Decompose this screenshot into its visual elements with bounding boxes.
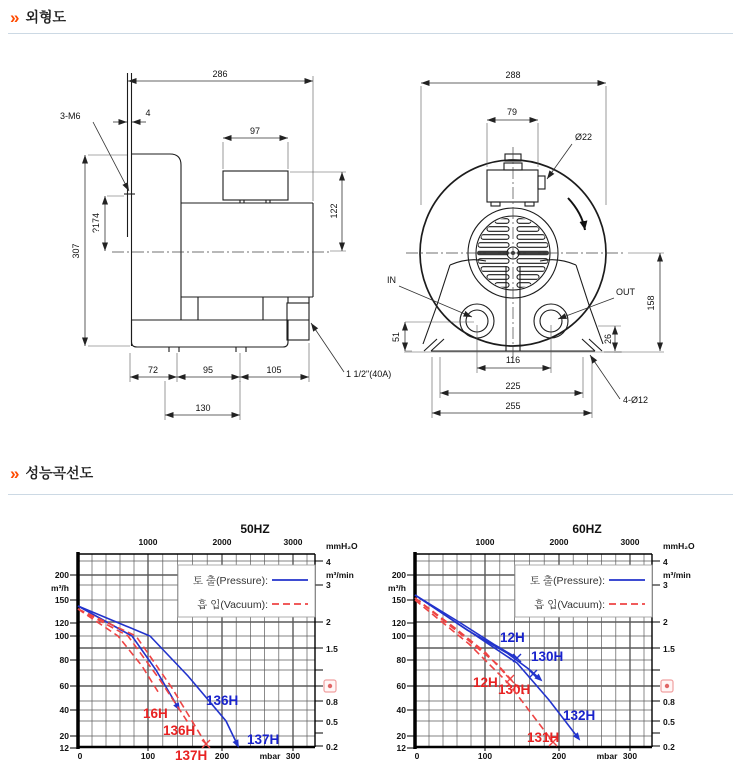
left-axis-label: 20 [396, 731, 406, 741]
divider [8, 33, 733, 34]
right-axis-label: mmH₂O [326, 541, 358, 551]
dim-feet-225: 225 [505, 381, 521, 391]
section-header-outline [10, 7, 66, 27]
left-axis-label: 120 [54, 618, 69, 628]
right-axis-label: mmH₂O [663, 541, 695, 551]
series-pressure-137H [78, 606, 238, 746]
left-axis-label: 60 [396, 681, 406, 691]
right-axis-label: m³/min [326, 570, 354, 580]
broken-image-icon-dot [665, 684, 669, 688]
label-3m6: 3-M6 [60, 111, 81, 121]
right-axis-label: 3 [663, 580, 668, 590]
bottom-axis-label: mbar [596, 751, 618, 761]
dim-side-width: 286 [212, 69, 228, 79]
label-pipe-size: 1 1/2"(40A) [346, 369, 392, 379]
right-axis-label: 2 [663, 617, 668, 627]
top-axis-label: 3000 [620, 537, 640, 547]
bottom-axis-label: mbar [259, 751, 281, 761]
left-axis-label: 80 [396, 655, 406, 665]
outline-drawings [0, 55, 741, 455]
bottom-axis-label: 200 [214, 751, 230, 761]
dim-height-122: 122 [329, 203, 339, 219]
top-axis-label: 3000 [283, 537, 303, 547]
section-chevron-icon: » [10, 463, 18, 483]
top-axis-label: 2000 [212, 537, 232, 547]
legend-label: 흡 입(Vacuum): [534, 599, 605, 611]
dim-box-width: 79 [506, 107, 518, 117]
series-label: 130H [498, 682, 531, 697]
dim-ports-116: 116 [505, 355, 521, 365]
dim-base-95: 95 [202, 365, 214, 375]
left-axis-label: 120 [391, 618, 406, 628]
right-axis-label: 0.5 [326, 717, 338, 727]
right-axis-label: 3 [326, 580, 331, 590]
top-axis-label: 2000 [549, 537, 569, 547]
section-title-performance: 성능곡선도 [25, 465, 94, 481]
right-axis-label: 0.8 [663, 697, 675, 707]
dim-flange-thickness: 4 [145, 108, 151, 118]
label-dia-22: Ø22 [575, 132, 593, 142]
front-view-outline [404, 147, 626, 363]
left-axis-label: 80 [59, 655, 69, 665]
dim-base-130: 130 [195, 403, 211, 413]
label-holes-4x12: 4-Ø12 [623, 395, 649, 405]
series-label: 130H [531, 649, 564, 664]
chart-50hz [30, 518, 390, 779]
series-label: 137H [247, 732, 280, 747]
dim-feet-255: 255 [505, 401, 521, 411]
right-axis-label: 0.5 [663, 717, 675, 727]
right-axis-label: 4 [326, 557, 331, 567]
bottom-axis-label: 200 [551, 751, 567, 761]
dim-height-307: 307 [71, 243, 81, 259]
section-title-outline: 외형도 [25, 9, 67, 25]
left-axis-label: 40 [396, 705, 406, 715]
right-axis-label: 1.5 [326, 644, 338, 654]
section-header-performance [10, 463, 93, 483]
series-label: 132H [563, 708, 596, 723]
front-view-dimensions [387, 70, 664, 418]
dim-height-158: 158 [646, 295, 656, 311]
left-axis-label: 150 [391, 595, 406, 605]
broken-image-icon-dot [328, 684, 332, 688]
side-view-dimensions [60, 69, 391, 420]
section-chevron-icon: » [10, 7, 18, 27]
right-axis-label: 4 [663, 557, 668, 567]
series-label: 131H [527, 730, 560, 745]
left-axis-label: 200 [54, 570, 69, 580]
series-label: 12H [500, 630, 525, 645]
side-view [60, 69, 391, 420]
left-axis-label: 20 [59, 731, 69, 741]
top-axis-label: 1000 [138, 537, 158, 547]
right-axis-label: m³/min [663, 570, 691, 580]
dim-topbox-width: 97 [249, 126, 261, 136]
bottom-axis-label: 0 [77, 751, 83, 761]
right-axis-label: 1.5 [663, 644, 675, 654]
left-axis-label: 100 [54, 631, 69, 641]
left-axis-label: m³/h [388, 583, 406, 593]
series-vacuum-136H [78, 609, 189, 724]
label-out: OUT [616, 287, 635, 297]
bottom-axis-label: 300 [622, 751, 638, 761]
dim-front-width: 288 [505, 70, 521, 80]
series-label: 12H [473, 675, 498, 690]
dim-dia-174: ?174 [91, 212, 101, 234]
legend-label: 토 출(Pressure): [529, 575, 605, 587]
left-axis-label: 12 [59, 743, 69, 753]
bottom-axis-label: 0 [414, 751, 420, 761]
dim-foot-26: 26 [603, 333, 613, 345]
chart-title: 50HZ [240, 522, 270, 536]
dim-port-51: 51 [391, 331, 401, 343]
top-axis-label: 1000 [475, 537, 495, 547]
right-axis-label: 0.8 [326, 697, 338, 707]
right-axis-label: 0.2 [326, 742, 338, 752]
rotation-arrow-icon [568, 198, 585, 230]
left-axis-label: 100 [391, 631, 406, 641]
left-axis-label: 60 [59, 681, 69, 691]
left-axis-label: 200 [391, 570, 406, 580]
chart-60hz [367, 518, 741, 779]
bottom-axis-label: 100 [477, 751, 493, 761]
label-in: IN [387, 275, 396, 285]
left-axis-label: m³/h [51, 583, 69, 593]
dim-base-105: 105 [266, 365, 282, 375]
performance-charts [0, 518, 741, 779]
curve-x-marker [529, 670, 537, 678]
series-label: 136H [206, 693, 239, 708]
right-axis-label: 0.2 [663, 742, 675, 752]
legend-label: 토 출(Pressure): [192, 575, 268, 587]
bottom-axis-label: 100 [140, 751, 156, 761]
right-axis-label: 2 [326, 617, 331, 627]
left-axis-label: 12 [396, 743, 406, 753]
divider [8, 494, 733, 495]
bottom-axis-label: 300 [285, 751, 301, 761]
front-view [387, 70, 664, 418]
series-label: 137H [175, 748, 208, 763]
series-label: 16H [143, 706, 168, 721]
left-axis-label: 40 [59, 705, 69, 715]
dim-base-72: 72 [147, 365, 159, 375]
series-label: 136H [163, 723, 196, 738]
left-axis-label: 150 [54, 595, 69, 605]
legend-label: 흡 입(Vacuum): [197, 599, 268, 611]
chart-title: 60HZ [572, 522, 602, 536]
series-vacuum-130H [415, 598, 524, 694]
